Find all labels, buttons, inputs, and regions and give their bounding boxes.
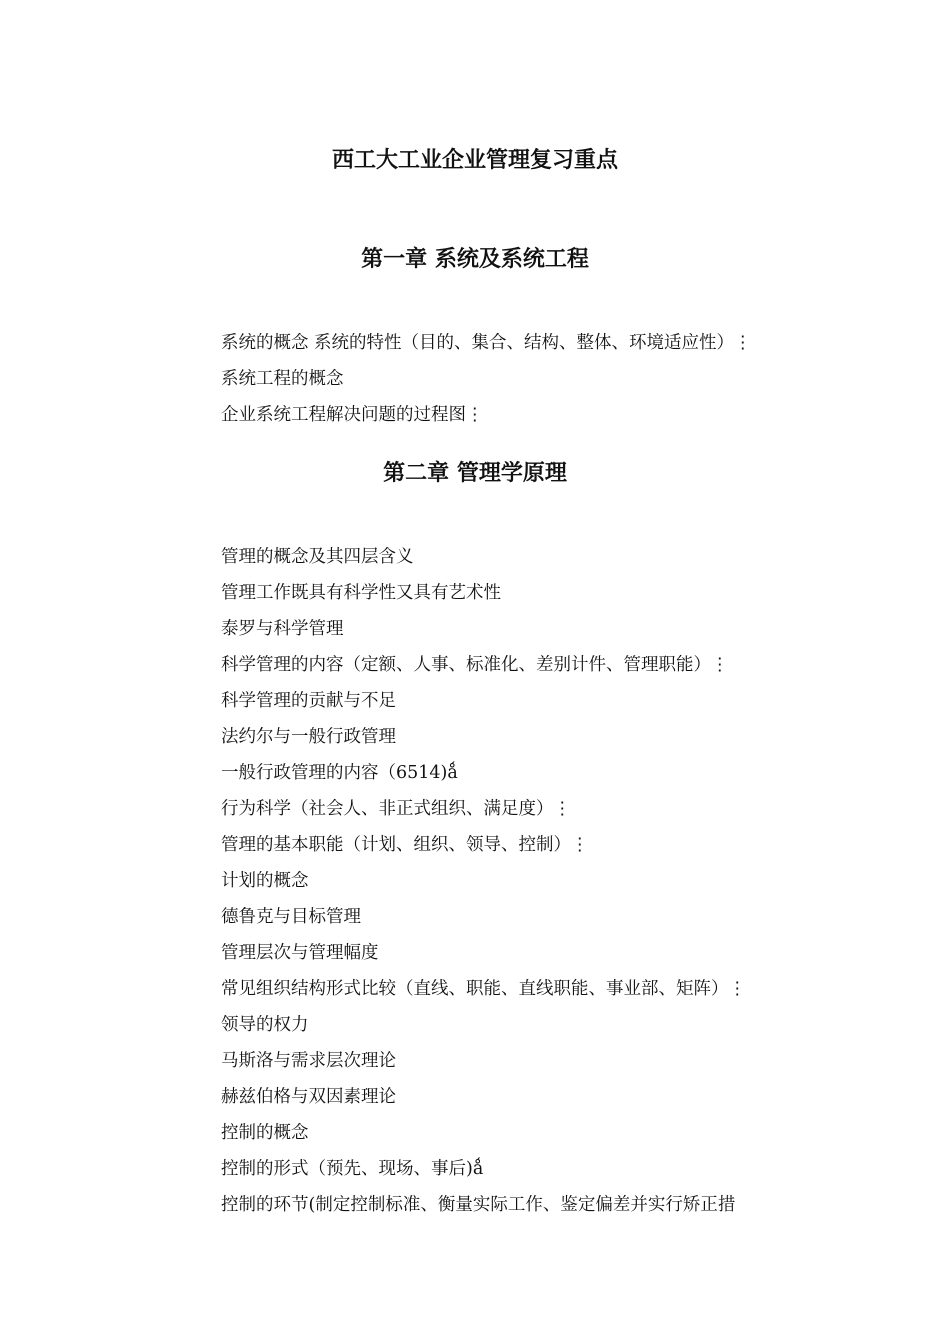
list-item: 科学管理的内容（定额、人事、标准化、差别计件、管理职能）⋮ xyxy=(221,655,729,675)
list-item: 管理的基本职能（计划、组织、领导、控制）⋮ xyxy=(221,835,589,855)
list-item: 控制的形式（预先、现场、事后)ǻ xyxy=(221,1159,484,1179)
list-item: 赫兹伯格与双因素理论 xyxy=(221,1087,396,1107)
chapter-2-item-list xyxy=(221,542,746,1226)
chapter-1-item-list xyxy=(221,328,752,436)
list-item: 一般行政管理的内容（6514)ǻ xyxy=(221,763,458,783)
list-item: 泰罗与科学管理 xyxy=(221,619,344,639)
list-item: 系统的概念 系统的特性（目的、集合、结构、整体、环境适应性）⋮ xyxy=(221,333,752,353)
list-item: 管理工作既具有科学性又具有艺术性 xyxy=(221,583,501,603)
list-item: 德鲁克与目标管理 xyxy=(221,907,361,927)
list-item: 马斯洛与需求层次理论 xyxy=(221,1051,396,1071)
list-item: 控制的环节(制定控制标准、衡量实际工作、鉴定偏差并实行矫正措 xyxy=(221,1195,736,1215)
chapter-2-heading: 第二章 管理学原理 xyxy=(383,460,567,486)
list-item: 计划的概念 xyxy=(221,871,309,891)
list-item: 管理层次与管理幅度 xyxy=(221,943,379,963)
list-item: 企业系统工程解决问题的过程图⋮ xyxy=(221,405,484,425)
list-item: 控制的概念 xyxy=(221,1123,309,1143)
list-item: 领导的权力 xyxy=(221,1015,309,1035)
list-item: 行为科学（社会人、非正式组织、满足度）⋮ xyxy=(221,799,571,819)
list-item: 常见组织结构形式比较（直线、职能、直线职能、事业部、矩阵）⋮ xyxy=(221,979,746,999)
list-item: 科学管理的贡献与不足 xyxy=(221,691,396,711)
chapter-1-heading: 第一章 系统及系统工程 xyxy=(361,246,589,272)
list-item: 系统工程的概念 xyxy=(221,369,344,389)
list-item: 法约尔与一般行政管理 xyxy=(221,727,396,747)
list-item: 管理的概念及其四层含义 xyxy=(221,547,414,567)
document-title: 西工大工业企业管理复习重点 xyxy=(331,147,618,173)
